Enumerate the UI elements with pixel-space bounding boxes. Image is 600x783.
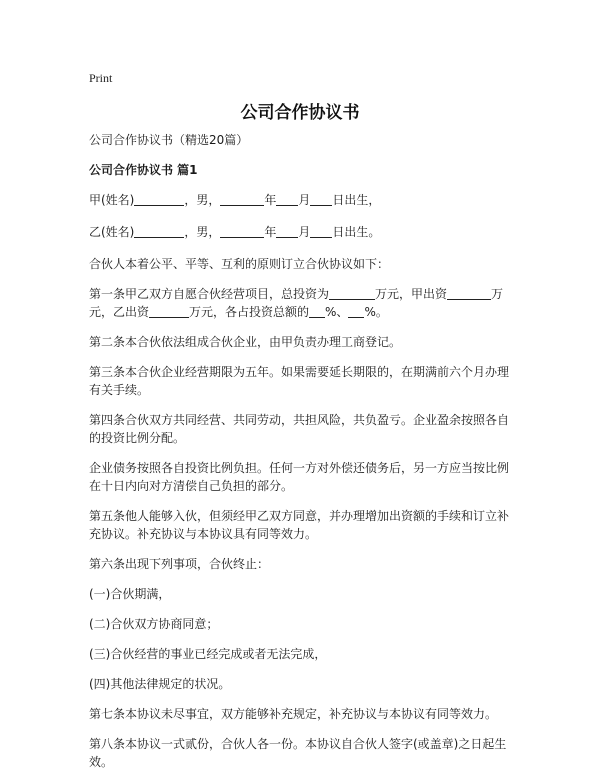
blank-month	[276, 192, 298, 206]
party-a-label: 甲(姓名)	[89, 193, 135, 207]
party-b-line	[89, 223, 519, 241]
section-title: 公司合作协议书 篇1	[89, 163, 198, 177]
article-4: 第四条合伙双方共同经营、共同劳动，共担风险，共负盈亏。企业盈余按照各自的投资比例分配。	[89, 413, 510, 445]
list-item: (三)合伙经营的事业已经完成或者无法完成，	[89, 647, 327, 661]
debt-paragraph: 企业债务按照各自投资比例负担。任何一方对外偿还债务后，另一方应当按比例在十日内向对方清偿自己负担的部分。	[89, 461, 510, 493]
article-1-text: 万元，乙出资	[89, 287, 504, 319]
party-a-year: 年	[264, 193, 277, 207]
article-6: 第六条出现下列事项，合伙终止：	[89, 557, 270, 571]
party-a-day: 日出生，	[332, 193, 381, 207]
blank-name	[134, 224, 184, 238]
document-subtitle: 公司合作协议书（精选20篇）	[89, 133, 249, 147]
party-b-day: 日出生。	[332, 225, 381, 239]
article-1-text: 第一条甲乙双方自愿合伙经营项目，总投资为	[89, 287, 330, 301]
article-1-text: 万元，各占投资总额的	[189, 305, 310, 319]
party-a-month: 月	[298, 193, 311, 207]
blank-name	[134, 192, 184, 206]
party-b-male: ，男，	[184, 225, 221, 239]
article-1	[89, 285, 519, 321]
blank-month	[276, 224, 298, 238]
party-a-line	[89, 191, 519, 209]
blank-year	[220, 192, 264, 206]
document-title: 公司合作协议书	[240, 103, 360, 123]
blank-b-invest	[149, 304, 189, 318]
party-b-label: 乙(姓名)	[89, 225, 135, 239]
article-3: 第三条本合伙企业经营期限为五年。如果需要延长期限的，在期满前六个月办理有关手续。	[89, 365, 510, 397]
blank-a-pct	[309, 304, 325, 318]
blank-total	[329, 286, 375, 300]
article-7: 第七条本协议未尽事宜，双方能够补充规定，补充协议与本协议有同等效力。	[89, 707, 498, 721]
party-a-male: ，男，	[184, 193, 221, 207]
list-item: (四)其他法律规定的状况。	[89, 677, 231, 691]
blank-day	[310, 192, 332, 206]
article-1-text: %。	[364, 305, 388, 319]
article-2: 第二条本合伙依法组成合伙企业，由甲负责办理工商登记。	[89, 335, 402, 349]
list-item: (一)合伙期满，	[89, 587, 171, 601]
party-b-month: 月	[298, 225, 311, 239]
article-8: 第八条本协议一式贰份，合伙人各一份。本协议自合伙人签字(或盖章)之日起生效。	[89, 737, 507, 769]
print-label[interactable]: Print	[89, 71, 113, 85]
article-1-text: %、	[325, 305, 349, 319]
blank-day	[310, 224, 332, 238]
document-body	[89, 131, 519, 783]
list-item: (二)合伙双方协商同意；	[89, 617, 219, 631]
article-1-text: 万元，甲出资	[375, 287, 448, 301]
intro-paragraph: 合伙人本着公平、平等、互利的原则订立合伙协议如下：	[89, 257, 390, 271]
blank-b-pct	[348, 304, 364, 318]
blank-a-invest	[447, 286, 491, 300]
party-b-year: 年	[264, 225, 277, 239]
blank-year	[220, 224, 264, 238]
article-5: 第五条他人能够入伙，但须经甲乙双方同意，并办理增加出资额的手续和订立补充协议。补充协议与本协议具有同等效力。	[89, 509, 510, 541]
